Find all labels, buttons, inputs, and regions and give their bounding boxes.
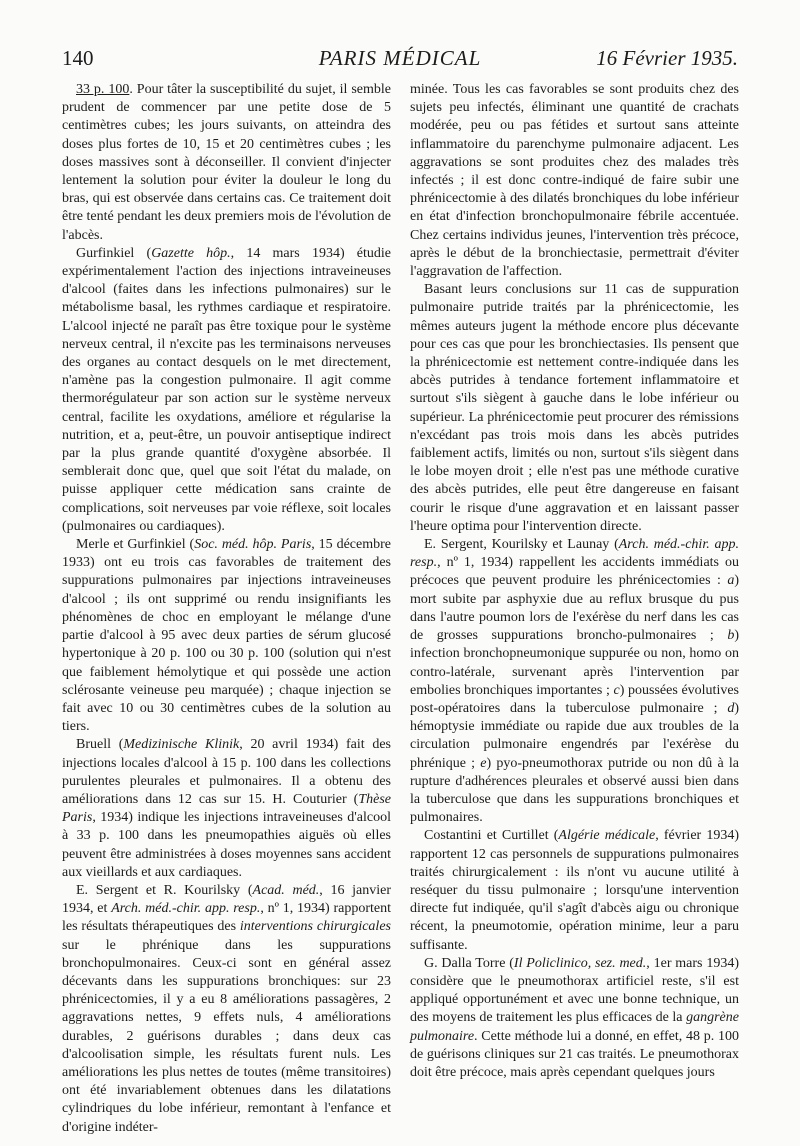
text-run: , nº 1, 1934) rappellent les accidents immédiats ou précoces que peuvent produire les phrénicectomies : [410, 555, 739, 589]
italic-text: Algérie médicale [558, 828, 656, 844]
text-run: , 1934) indique les injections intraveineuses d'alcool à 33 p. 100 dans les pneumopathies aiguës où elles peuvent être administrées à doses moyennes sans accident aux vieillards et aux cardiaques. [62, 810, 391, 880]
text-run: . Pour tâter la susceptibilité du sujet, il semble prudent de commencer par une petite dose de 5 centimètres cubes; les jours suivants, on atteindra des doses plus fortes de 10, 15 et 20 centimètres cubes ; les doses massives sont à déconseiller. Il convient d'injecter lentement la solution pour éviter la douleur le long du bras, qui est observée dans certains cas. Ce traitement doit être tenté pendant les deux premiers mois de l'évolution de l'abcès. [62, 82, 391, 243]
text-run: , 15 décembre 1933) ont eu trois cas favorables de traitement des suppurations pulmonaires par injections intraveineuses d'alcool ; ils ont supprimé ou rendu insignifiants les phénomènes de choc en employant le mélange d'une partie d'alcool à 95 avec deux parties de sérum glucosé hypertonique à 20 p. 100 ou 30 p. 100 (solution qui n'est que faiblement hémolytique et qui possède une action sclérosante veineuse peu marquée) ; chaque injection se fait avec 10 ou 30 centimètres cubes de la solution au tiers. [62, 537, 391, 735]
paragraph [62, 736, 391, 882]
italic-text: c [613, 682, 620, 698]
text-run: Merle et Gurfinkiel ( [76, 537, 195, 553]
paragraph [62, 81, 391, 245]
text-run: minée. Tous les cas favorables se sont produits chez des sujets peu infectés, éliminant une quantité de crachats modérée, peu ou pas fétides et surtout sans atteinte inflammatoire du parenchyme pulmonaire adjacent. Les aggravations se sont produites chez des malades très infectés ; il est donc contre-indiqué de faire subir une phrénicectomie à des dilatés bronchiques du lobe inférieur en état d'infection bronchopulmonaire fébrile accentuée. Chez certains individus jeunes, l'intervention très précoce, après le début de la bronchiectasie, permettrait d'éviter l'aggravation de l'affection. [410, 82, 739, 280]
paragraph [410, 536, 739, 827]
paragraph [410, 81, 739, 281]
text-run: . Cette méthode lui a donné, en effet, 48 p. 100 de guérisons cliniques sur 21 cas traités. Le pneumothorax doit être précoce, mais après cependant quelques jours [410, 1028, 739, 1080]
text-run: , 16 janvier 1934, et [62, 882, 392, 917]
running-header [62, 46, 738, 72]
italic-text: Arch. méd.-chir. app. resp. [111, 901, 261, 917]
italic-text: Medizinische Klinik [123, 737, 240, 753]
right-column [410, 81, 739, 1082]
text-run: , nº 1, 1934) rapportent les résultats thérapeutiques des [62, 901, 392, 935]
italic-text: Thèse Paris [62, 791, 391, 826]
paragraph [62, 536, 391, 736]
italic-text: Gazette hôp. [151, 245, 231, 261]
italic-text: Arch. méd.-chir. app. resp. [410, 537, 740, 571]
text-run: , février 1934) rapportent 12 cas personnels de suppurations pulmonaires traités chirurgicalement : ils n'ont vu aucune utilité à reséquer du tissu pulmonaire ; lorsqu'une intervention directe fut indiquée, qu'il s'agît d'abcès aigu ou chronique récent, la pneumotomie, opération minime, leur a paru suffisante. [410, 828, 739, 953]
italic-text: d [727, 700, 735, 716]
text-run: G. Dalla Torre ( [424, 955, 514, 971]
paragraph [410, 827, 739, 954]
text-run: , 20 avril 1934) fait des injections locales d'alcool à 15 p. 100 dans les collections purulentes pleurales et pulmonaires. Il a obtenu des améliorations dans 12 cas sur 15. H. Couturier ( [62, 737, 392, 807]
italic-text: Soc. méd. hôp. Paris [194, 537, 312, 553]
text-run: ) hémoptysie immédiate ou rapide due aux troubles de la circulation pulmonaire engendrés par l'exérèse du phrénique ; [410, 700, 739, 771]
text-run: E. Sergent et R. Kourilsky ( [76, 882, 253, 898]
text-run: E. Sergent, Kourilsky et Launay ( [424, 537, 619, 553]
paragraph [410, 281, 739, 536]
issue-date: 16 Février 1935. [596, 46, 738, 70]
text-run: ) pyo-pneumothorax putride ou non dû à la rupture d'adhérences pleurales et observé aussi bien dans la tuberculose que dans les suppurations bronchiques et pulmonaires. [410, 755, 739, 826]
text-run: ) mort subite par asphyxie due au reflux brusque du pus dans l'autre poumon lors de l'exérèse du nerf dans les cas de grosses suppurations broncho-pulmonaires ; [410, 573, 739, 644]
italic-text: gangrène pulmonaire [410, 1010, 739, 1044]
text-run: Basant leurs conclusions sur 11 cas de suppuration pulmonaire putride traités par la phrénicectomie, les mêmes auteurs jugent la méthode encore plus décevante pour ces cas que pour les bronchiectasies. Ils pensent que la phrénicectomie est nettement contre-indiquée dans les abcès putrides à tendance fortement inflammatoire et surtout s'ils siègent à gauche dans le lobe inférieur ou supérieur. La phrénicectomie peut procurer des rémissions n'excédant pas trois mois dans les abcès putrides faiblement actifs, limités ou non, surtout s'ils siègent dans le lobe moyen droit ; elle n'est pas une méthode curative des abcès putrides, elle peut être dangereuse en faisant courir le risque d'une aggravation et en laissant passer l'heure optima pour l'intervention directe. [410, 282, 739, 534]
text-run: Bruell ( [76, 737, 124, 753]
page-number: 140 [62, 46, 94, 70]
text-run: Gurfinkiel ( [76, 245, 152, 261]
paragraph [410, 955, 739, 1082]
paragraph [62, 245, 391, 536]
paragraph [62, 882, 391, 1137]
italic-text: Acad. méd. [252, 882, 320, 898]
text-run: 33 p. 100 [76, 82, 130, 97]
text-run: ) infection bronchopneumonique suppurée ou non, homo on contro-latérale, survenant après l'intervention par embolies bronchiques importantes ; [410, 628, 739, 698]
italic-text: b [727, 628, 735, 644]
journal-title: PARIS MÉDICAL [318, 46, 482, 70]
italic-text: Il Policlinico, sez. med. [513, 955, 647, 971]
text-run: sur le phrénique dans les suppurations bronchopulmonaires. Ceux-ci sont en général assez décevants dans les suppurations bronchiques: sur 23 phrénicectomies, il y a eu 8 améliorations passagères, 2 aggravations nettes, 9 effets nuls, 4 améliorations durables, 2 guérisons durables ; dans deux cas d'alcoolisation simple, les résultats furent nuls. Les améliorations les plus nettes de toutes (même transitoires) ont été invariablement obtenues dans les dilatations cylindriques du lobe inférieur, remontant à l'enfance et d'origine indéter- [62, 937, 391, 1135]
italic-text: interventions chirurgicales [239, 919, 391, 935]
text-run: Costantini et Curtillet ( [424, 828, 559, 844]
text-run: ) poussées évolutives post-opératoires dans la tuberculose pulmonaire ; [410, 682, 739, 716]
text-run: , 1er mars 1934) considère que le pneumothorax artificiel reste, s'il est appliqué opportunément et avec une bonne technique, un des moyens de traitement les plus efficaces de la [410, 955, 739, 1026]
italic-text: a [727, 573, 735, 589]
left-column [62, 81, 391, 1137]
text-run: , 14 mars 1934) étudie expérimentalement l'action des injections intraveineuses d'alcool (faites dans les infections pulmonaires) sur le métabolisme basal, les rythmes cardiaque et respiratoire. L'alcool injecté ne paraît pas être toxique pour le système nerveux central, il n'excite pas les terminaisons nerveuses des organes au contact desquels on le met directement, n'amène pas la congestion pulmonaire. Il agit comme thermorégulateur par son action sur le système nerveux central, facilite les oxydations, améliore et régularise la nutrition, et a, peut-être, un pouvoir antiseptique indirect par la plus grande quantité d'oxygène absorbée. Il semblerait donc que, quel que soit l'état du malade, on puisse appliquer cette médication sans crainte de complications, soit nerveuses par voie réflexe, soit locales (pulmonaires ou cardiaques). [62, 245, 392, 534]
italic-text: e [480, 755, 487, 771]
